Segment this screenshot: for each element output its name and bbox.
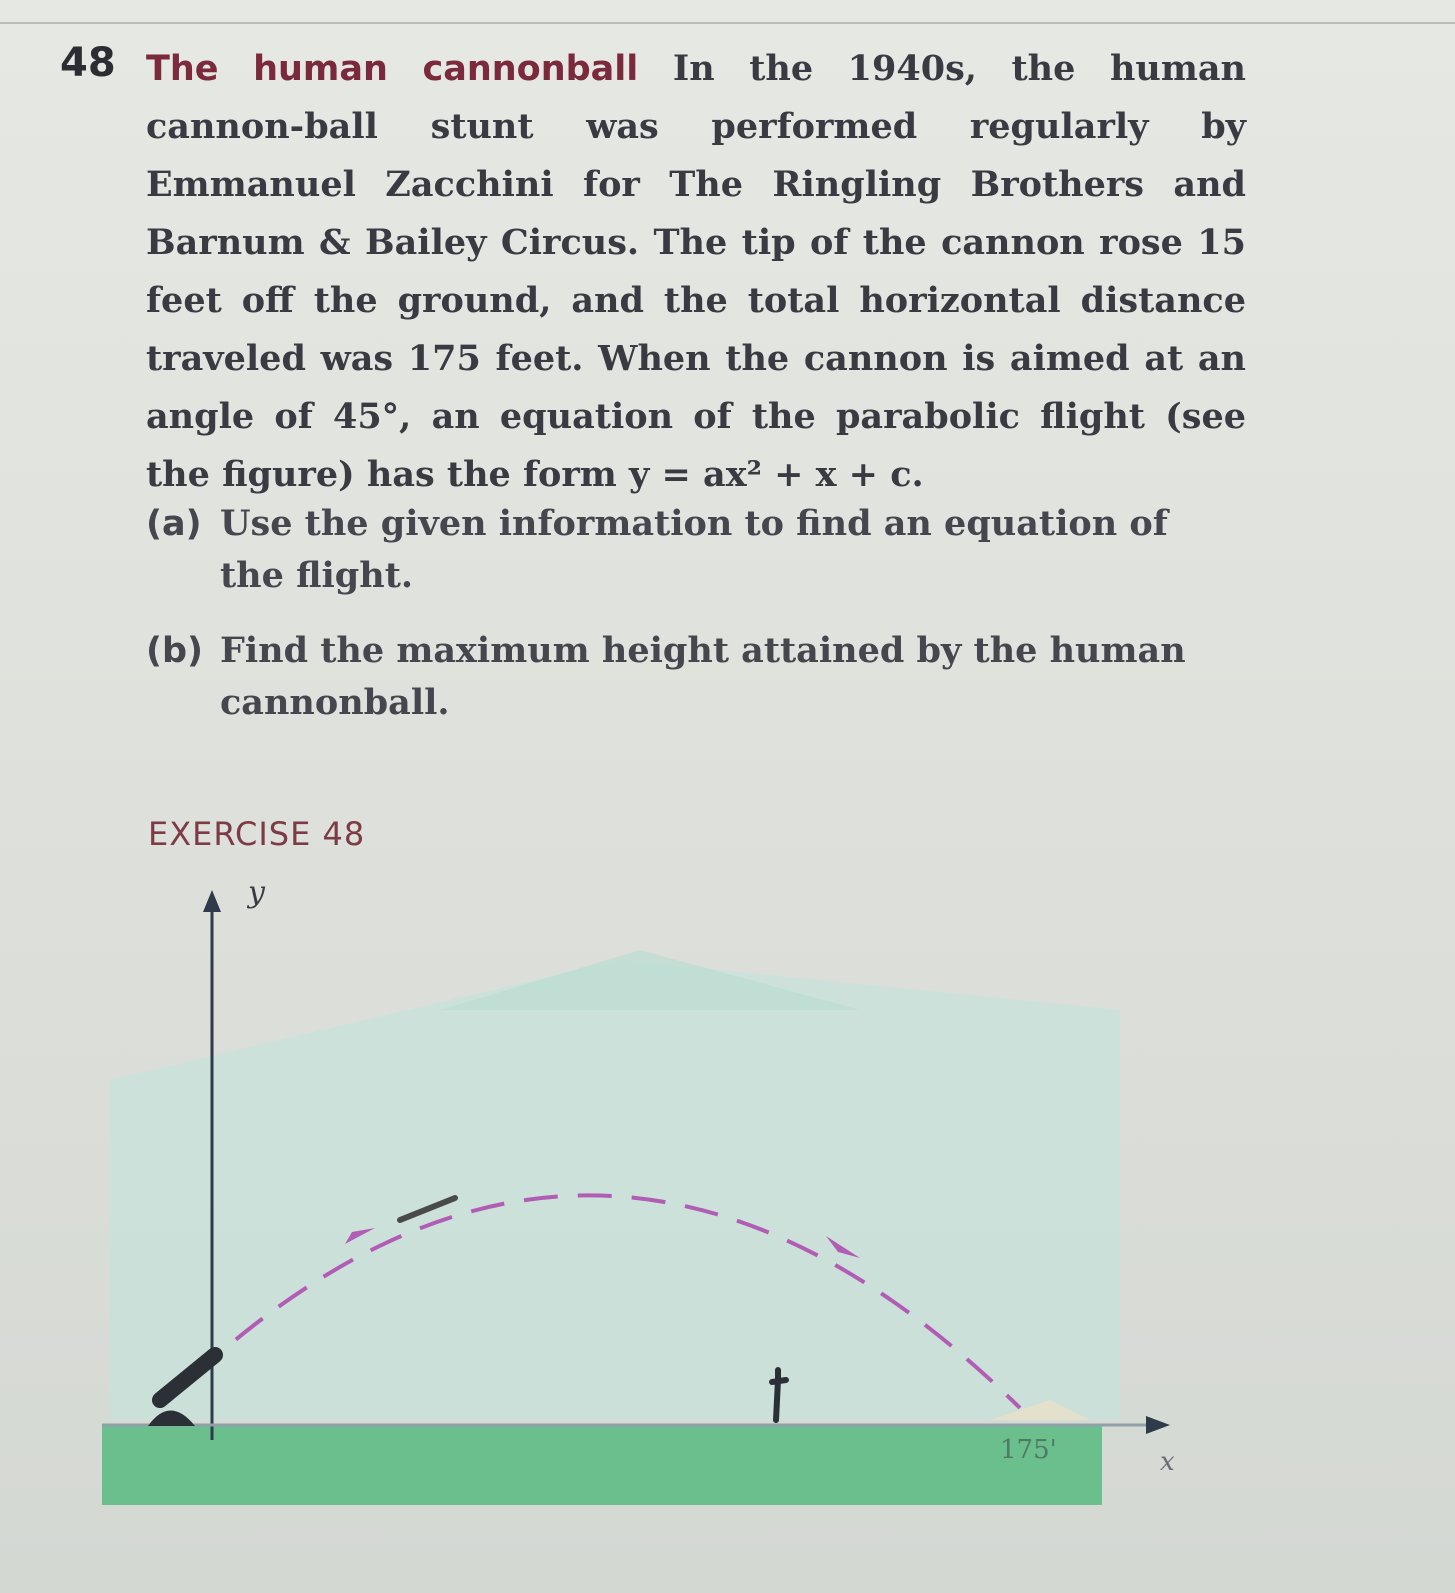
x-axis-arrow xyxy=(1146,1416,1170,1434)
part-a-text: Use the given information to find an equation of the flight. xyxy=(220,503,1168,596)
x-axis-label: x xyxy=(1160,1447,1175,1477)
figure-caption: EXERCISE 48 xyxy=(148,815,366,853)
part-b-label: (b) xyxy=(146,631,204,671)
part-a-label: (a) xyxy=(146,504,202,544)
part-b-text: Find the maximum height attained by the human cannonball. xyxy=(220,630,1186,723)
part-b xyxy=(146,625,1226,735)
circus-tent xyxy=(110,960,1120,1420)
problem-text: In the 1940s, the human cannon-ball stunt was performed regularly by Emmanuel Zacchini for The Ringling Brothers and Barnum & Bailey Circus. The tip of the cannon rose 15 feet off the ground, and the total horizontal distance traveled was 175 feet. When the cannon is aimed at an angle of 45°, an equation of the parabolic flight (see the figure) has the form y = ax² + x + c. xyxy=(146,48,1246,495)
problem-title: The human cannonball xyxy=(146,49,639,89)
part-a xyxy=(146,498,1226,608)
y-axis-label: y xyxy=(248,875,265,910)
cannonball-figure xyxy=(0,860,1455,1560)
ground xyxy=(102,1425,1102,1505)
problem-statement xyxy=(146,40,1246,504)
y-axis-arrow xyxy=(203,890,221,912)
page-rule xyxy=(0,22,1455,24)
distance-label: 175' xyxy=(1000,1435,1057,1465)
problem-number: 48 xyxy=(60,40,116,86)
